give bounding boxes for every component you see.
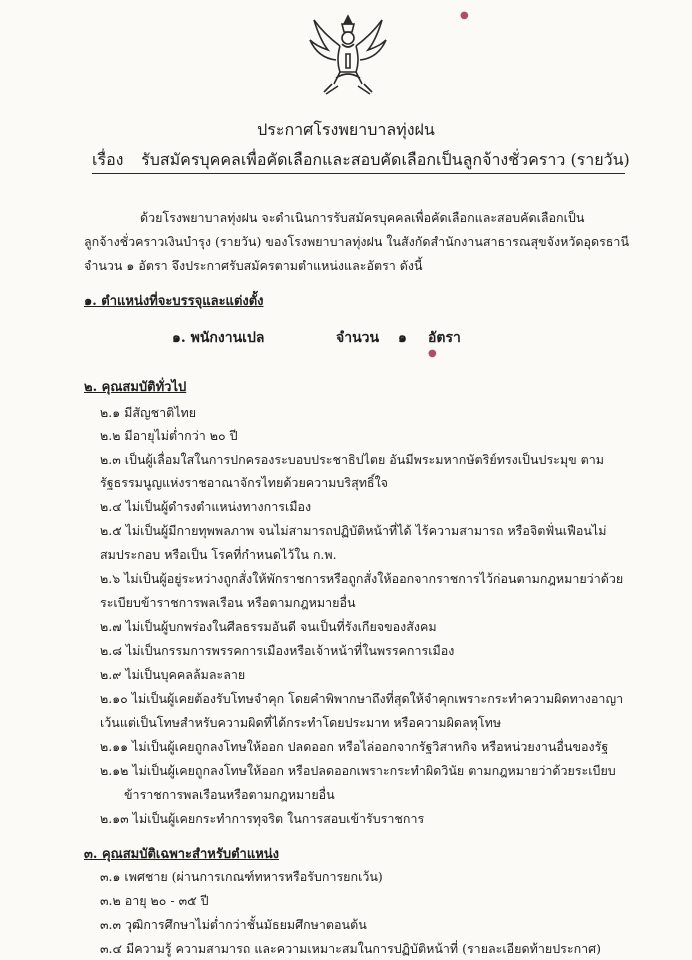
- ink-mark: ●: [428, 348, 437, 359]
- qualification-line: ๒.๕ ไม่เป็นผู้มีกายทุพพลภาพ จนไม่สามารถปฏิบัติหน้าที่ได้ ไร้ความสามารถ หรือจิตฟั่นเฟือนไม่: [100, 523, 607, 538]
- subject-line: [92, 148, 630, 173]
- ink-mark: ●: [460, 10, 469, 21]
- qualification-line: ๒.๗ ไม่เป็นผู้บกพร่องในศีลธรรมอันดี จนเป็นที่รังเกียจของสังคม: [100, 619, 437, 634]
- intro-line: จำนวน ๑ อัตรา จึงประกาศรับสมัครตามตำแหน่งและอัตรา ดังนี้: [84, 258, 423, 273]
- qualification-line: ๒.๔ ไม่เป็นผู้ดำรงตำแหน่งทางการเมือง: [100, 499, 312, 514]
- subject-label: เรื่อง: [92, 150, 124, 169]
- qualification-line: ระเบียบข้าราชการพลเรือน หรือตามกฎหมายอื่น: [100, 595, 356, 610]
- intro-line: ด้วยโรงพยาบาลทุ่งฝน จะดำเนินการรับสมัครบุคคลเพื่อคัดเลือกและสอบคัดเลือกเป็น: [140, 210, 585, 225]
- qualification-line: รัฐธรรมนูญแห่งราชอาณาจักรไทยด้วยความบริสุทธิ์ใจ: [100, 475, 388, 490]
- qualification-line: ๒.๒ มีอายุไม่ต่ำกว่า ๒๐ ปี: [100, 428, 238, 443]
- position-name: ๑. พนักงานเปล: [172, 330, 265, 346]
- specific-qualification-line: ๓.๒ อายุ ๒๐ - ๓๕ ปี: [100, 893, 209, 908]
- position-count-label: จำนวน: [336, 330, 380, 346]
- garuda-emblem-icon: [306, 10, 390, 102]
- subject-text: รับสมัครบุคคลเพื่อคัดเลือกและสอบคัดเลือกเป็นลูกจ้างชั่วคราว (รายวัน): [141, 150, 630, 169]
- qualification-line: ๒.๑๐ ไม่เป็นผู้เคยต้องรับโทษจำคุก โดยคำพิพากษาถึงที่สุดให้จำคุกเพราะกระทำความผิดทางอาญา: [100, 691, 624, 706]
- qualification-line: ๒.๘ ไม่เป็นกรรมการพรรคการเมืองหรือเจ้าหน้าที่ในพรรคการเมือง: [100, 643, 455, 658]
- section-heading: ๑. ตำแหน่งที่จะบรรจุและแต่งตั้ง: [84, 294, 264, 309]
- qualification-line: ๒.๖ ไม่เป็นผู้อยู่ระหว่างถูกสั่งให้พักราชการหรือถูกสั่งให้ออกจากราชการไว้ก่อนตามกฎหมายว่าด้วย: [100, 571, 624, 586]
- position-unit: อัตรา: [428, 330, 461, 346]
- qualification-line: ๒.๙ ไม่เป็นบุคคลล้มละลาย: [100, 667, 246, 682]
- qualification-line: เว้นแต่เป็นโทษสำหรับความผิดที่ได้กระทำโดยประมาท หรือความผิดลหุโทษ: [100, 715, 502, 730]
- qualification-line: ๒.๑๑ ไม่เป็นผู้เคยถูกลงโทษให้ออก ปลดออก หรือไล่ออกจากรัฐวิสาหกิจ หรือหน่วยงานอื่นของรัฐ: [100, 739, 609, 754]
- qualification-line: ข้าราชการพลเรือนหรือตามกฎหมายอื่น: [124, 787, 335, 802]
- section-heading: ๒. คุณสมบัติทั่วไป: [84, 380, 187, 395]
- page-title: ประกาศโรงพยาบาลทุ่งฝน: [257, 120, 435, 139]
- section-heading: ๓. คุณสมบัติเฉพาะสำหรับตำแหน่ง: [84, 847, 280, 862]
- qualification-line: ๒.๑ มีสัญชาติไทย: [100, 405, 197, 420]
- qualification-line: ๒.๑๓ ไม่เป็นผู้เคยกระทำการทุจริต ในการสอบเข้ารับราชการ: [100, 811, 425, 826]
- subject-divider: [92, 173, 625, 174]
- position-count: ๑: [398, 330, 407, 346]
- specific-qualification-line: ๓.๔ มีความรู้ ความสามารถ และความเหมาะสมในการปฏิบัติหน้าที่ (รายละเอียดท้ายประกาศ): [100, 941, 601, 956]
- qualification-line: ๒.๑๒ ไม่เป็นผู้เคยถูกลงโทษให้ออก หรือปลดออกเพราะกระทำผิดวินัย ตามกฎหมายว่าด้วยระเบียบ: [100, 763, 616, 778]
- qualification-line: สมประกอบ หรือเป็น โรคที่กำหนดไว้ใน ก.พ.: [100, 547, 337, 562]
- qualification-line: ๒.๓ เป็นผู้เลื่อมใสในการปกครองระบอบประชาธิปไตย อันมีพระมหากษัตริย์ทรงเป็นประมุข ตาม: [100, 452, 605, 467]
- specific-qualification-line: ๓.๓ วุฒิการศึกษาไม่ต่ำกว่าชั้นมัธยมศึกษาตอนต้น: [100, 917, 367, 932]
- intro-line: ลูกจ้างชั่วคราวเงินบำรุง (รายวัน) ของโรงพยาบาลทุ่งฝน ในสังกัดสำนักงานสาธารณสุขจังหวัดอุดรธานี: [84, 234, 629, 249]
- specific-qualification-line: ๓.๑ เพศชาย (ผ่านการเกณฑ์ทหารหรือรับการยกเว้น): [100, 869, 383, 884]
